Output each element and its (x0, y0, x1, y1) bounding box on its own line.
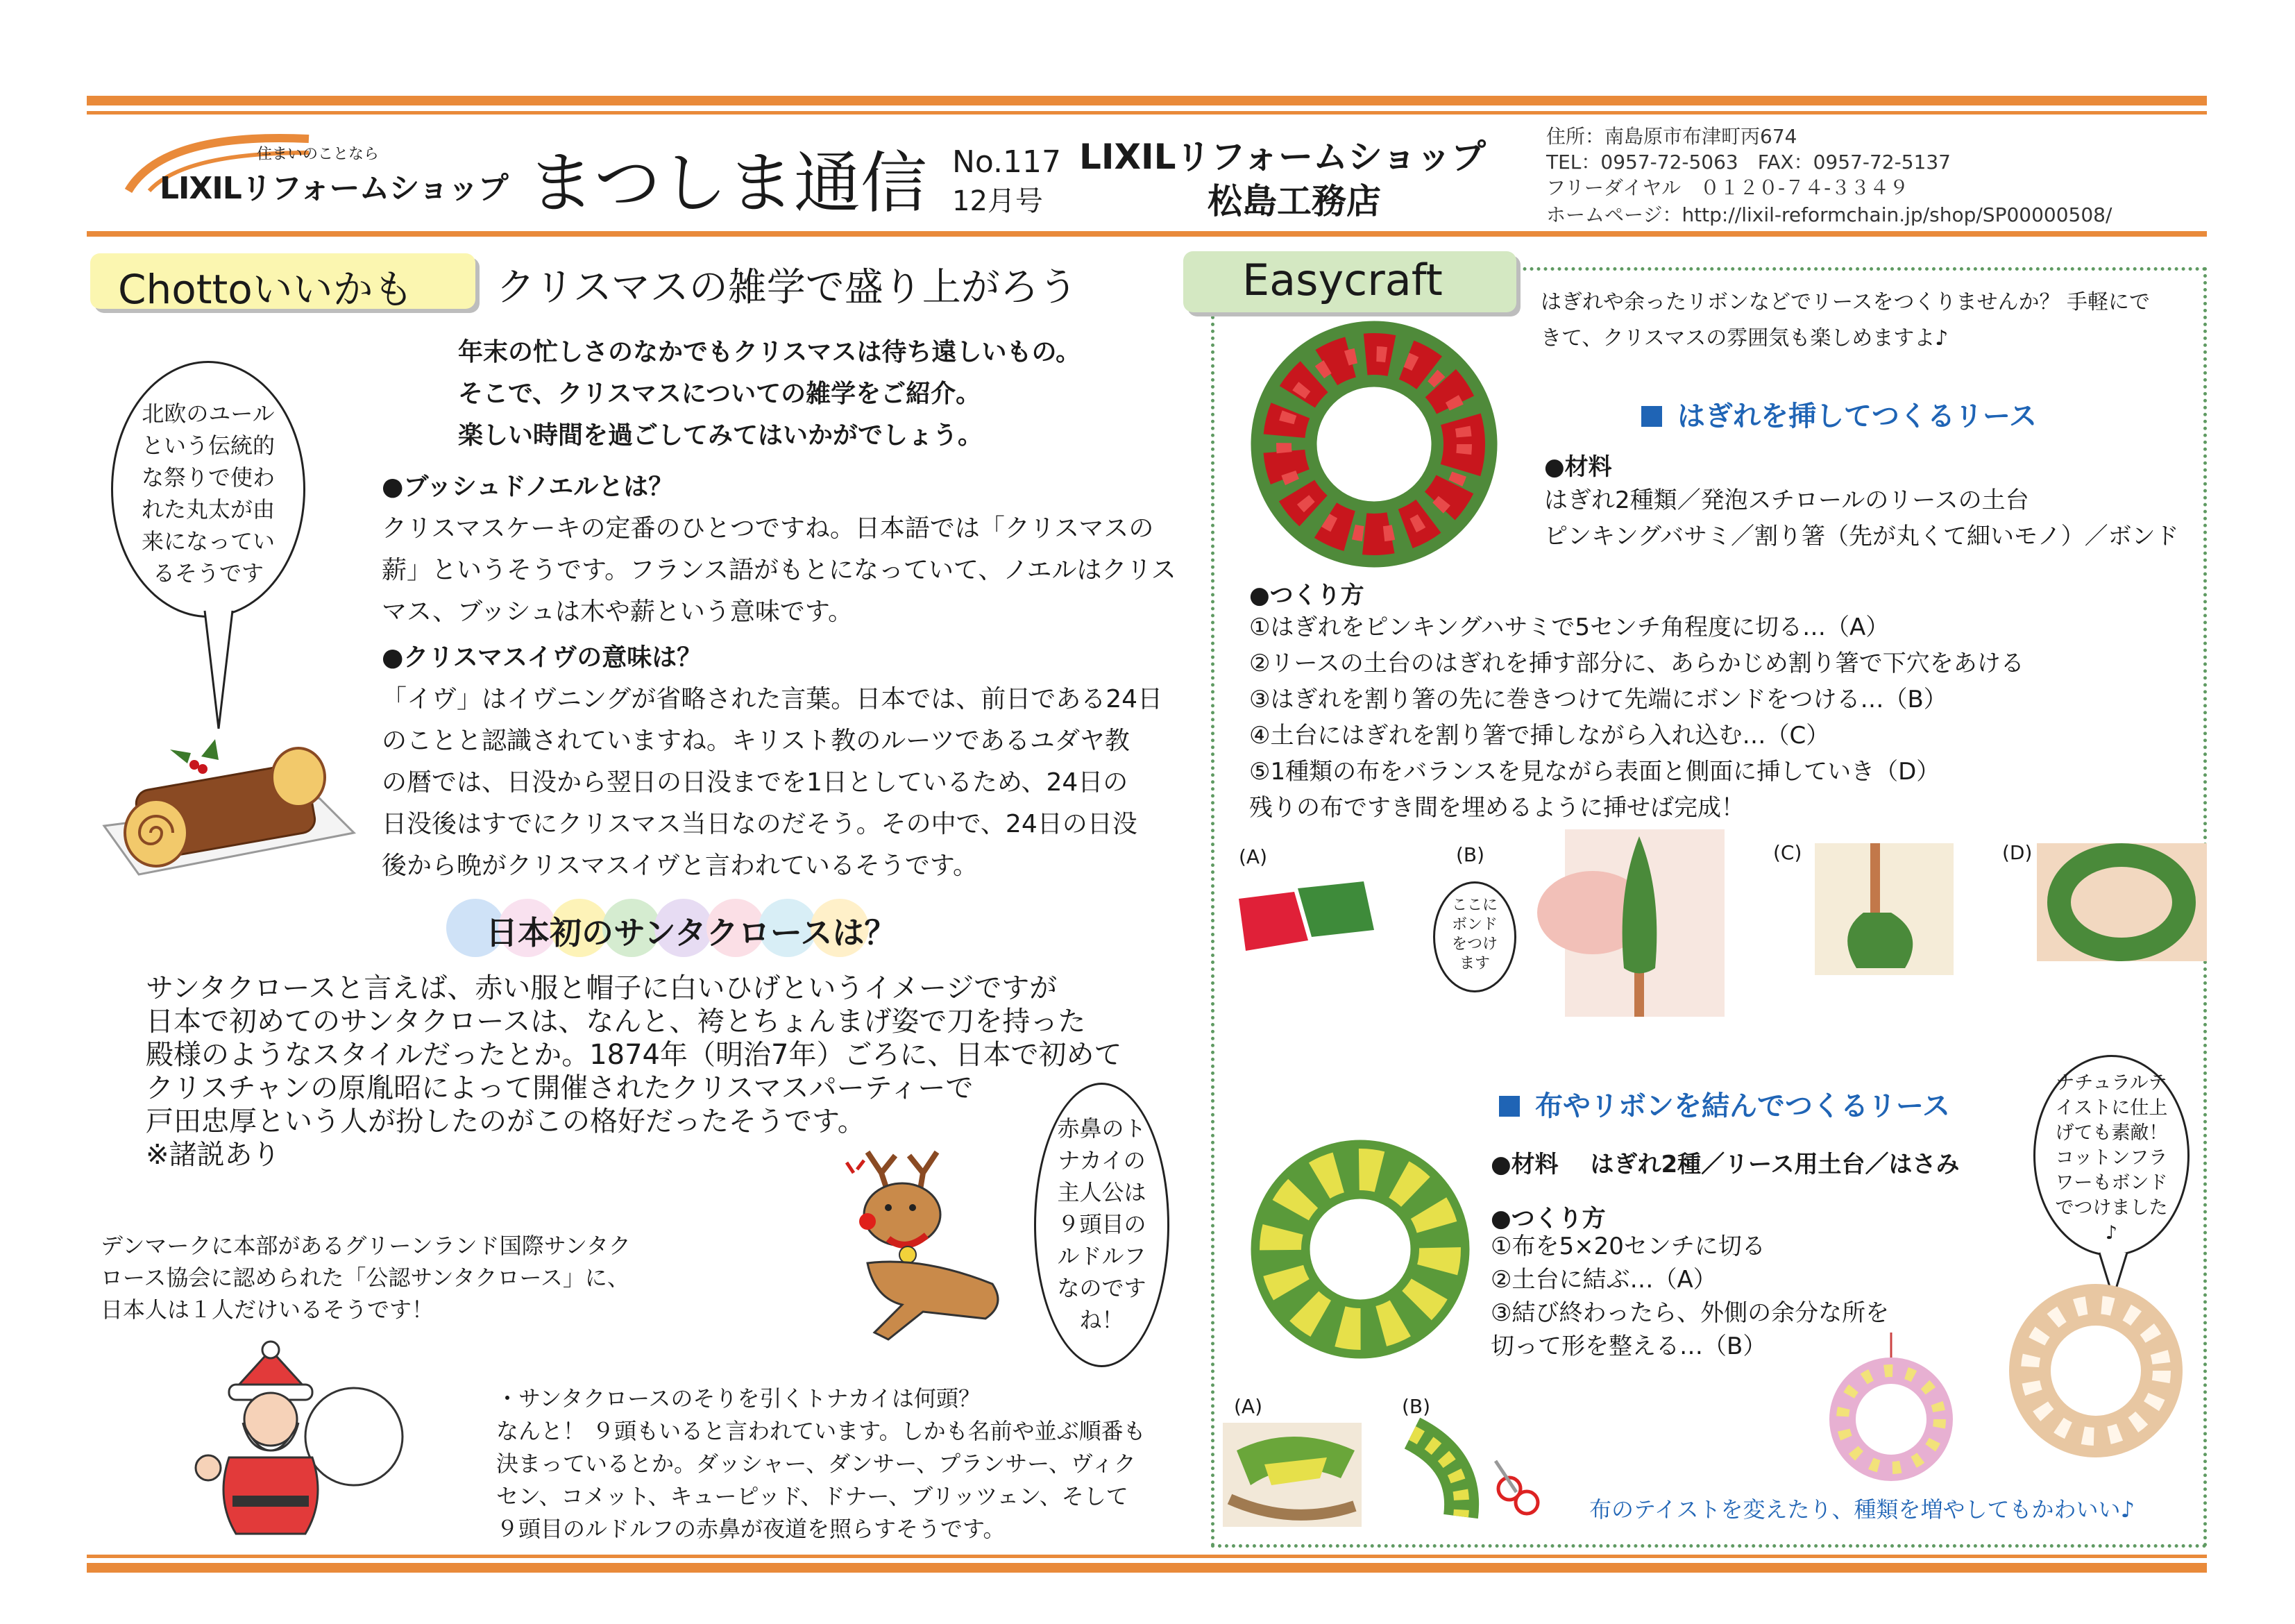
left-section-tab-label: Chottoいいかも (118, 266, 414, 313)
reindeer-line-4: セン、コメット、キューピッド、ドナー、ブリッツェン、そして (496, 1483, 1128, 1509)
bottom-rule-thick (87, 1563, 2207, 1573)
yule-speech-bubble (111, 361, 305, 618)
natural-bubble-line: ♪ (2105, 1222, 2118, 1244)
trimming-wreath-photo (1391, 1419, 1544, 1523)
santa-line-4: クリスチャンの原胤昭によって開催されたクリスマスパーティーで (146, 1072, 974, 1104)
yule-bubble-line: るそうです (152, 560, 264, 586)
shop-homepage[interactable]: ホームページ：http://lixil-reformchain.jp/shop/SP00000508/ (1546, 203, 2112, 226)
rudolph-bubble-line: 赤鼻のト (1057, 1115, 1146, 1142)
yule-bubble-tail (201, 611, 243, 736)
red-green-wreath-illustration (1249, 319, 1499, 569)
yule-bubble-line: 来になってい (141, 528, 275, 555)
shop-tel-fax: TEL：0957-72-5063 FAX：0957-72-5137 (1546, 151, 1951, 174)
top-rule-thin (87, 111, 2207, 115)
q2-line-1: 「イヴ」はイヴニングが省略された言葉。日本では、前日である24日 (382, 685, 1163, 713)
left-section-title: クリスマスの雑学で盛り上がろう (496, 265, 1078, 310)
q2-line-5: 後から晩がクリスマスイヴと言われているそうです。 (382, 852, 978, 880)
q1-line-3: マス、ブッシュは木や薪という意味です。 (382, 598, 853, 626)
craft2-step-3: ③結び終わったら、外側の余分な所を (1491, 1299, 1890, 1327)
santa-body (146, 972, 1121, 1172)
blue-square-bullet (1499, 1096, 1520, 1117)
reindeer-line-2: なんと！ ９頭もいると言われています。しかも名前や並ぶ順番も (496, 1418, 1146, 1444)
santa-heading: 日本初のサンタクロースは？ (486, 914, 897, 951)
chopstick-fabric-photo (1565, 829, 1725, 1017)
photo-label-a2: (A) (1234, 1395, 1263, 1418)
shop-free-dial: フリーダイヤル ０１２０-７４-３３４９ (1546, 176, 1909, 199)
natural-bubble-line: ナチュラルテ (2056, 1072, 2167, 1094)
bond-bubble-line: ます (1459, 955, 1490, 972)
natural-bubble-line: イストに仕上 (2055, 1097, 2168, 1119)
tying-fabric-photo (1223, 1423, 1362, 1527)
denmark-line-2: ロース協会に認められた「公認サンタクロース」に、 (101, 1264, 629, 1291)
reindeer-note (496, 1382, 1146, 1546)
photo-label-b2: (B) (1402, 1395, 1431, 1418)
denmark-line-1: デンマークに本部があるグリーンランド国際サンタク (101, 1233, 631, 1259)
reindeer-line-5: ９頭目のルドルフの赤鼻が夜道を照らすそうです。 (496, 1516, 1006, 1542)
yellow-green-wreath-illustration (1246, 1135, 1475, 1364)
logo-text: LIXILリフォームショップ (160, 171, 508, 206)
craft1-step-5: ⑤1種類の布をバランスを見ながら表面と側面に挿していき（D） (1249, 758, 1940, 786)
pink-wreath-illustration (1818, 1333, 1964, 1492)
rudolph-speech-bubble (1034, 1083, 1169, 1367)
craft1-step-6: 残りの布ですき間を埋めるように挿せば完成！ (1249, 794, 1745, 822)
santa-illustration (187, 1346, 409, 1541)
rudolph-bubble-line: なのです (1057, 1275, 1146, 1301)
logo-tagline: 住まいのことなら (257, 146, 380, 163)
natural-bubble-line: げても素敵！ (2055, 1122, 2168, 1144)
craft-intro-line-2: きて、クリスマスの雰囲気も楽しめますよ♪ (1541, 326, 1949, 350)
craft1-material-line-1: はぎれ2種類／発泡スチロールのリースの土台 (1544, 487, 2029, 514)
shop-brand: LIXILリフォームショップ (1079, 137, 1486, 177)
newsletter-title: まつしま通信 (527, 144, 927, 222)
craft2-title-text: 布やリボンを結んでつくるリース (1535, 1090, 1950, 1122)
natural-bubble-line: コットンフラ (2055, 1147, 2168, 1169)
q2-line-4: 日没後はすでにクリスマス当日なのだそう。その中で、24日の日没 (382, 810, 1137, 838)
reindeer-line-3: 決まっているとか。ダッシャー、ダンサー、プランサー、ヴィク (496, 1450, 1136, 1477)
rudolph-bubble-line: ナカイの (1058, 1147, 1146, 1174)
craft2-materials: ●材料 はぎれ2種／リース用土台／はさみ (1491, 1151, 1960, 1178)
q2-line-3: の暦では、日没から翌日の日没までを1日としているため、24日の (382, 768, 1128, 797)
craft1-materials-label: ●材料 (1544, 453, 1612, 481)
left-intro-line-3: 楽しい時間を過ごしてみてはいかがでしょう。 (458, 421, 983, 450)
natural-bubble-line: でつけました (2055, 1197, 2168, 1219)
craft2-step-2: ②土台に結ぶ…（A） (1491, 1266, 1717, 1294)
craft2-step-4: 切って形を整える…（B） (1491, 1333, 1767, 1360)
rudolph-bubble-line: ９頭目の (1057, 1211, 1146, 1237)
right-section-tab-label: Easycraft (1242, 255, 1443, 305)
fabric-squares-photo (1232, 871, 1384, 968)
craft1-materials (1544, 482, 2179, 555)
yule-bubble-line: という伝統的 (141, 432, 275, 459)
natural-bubble-line: ワーもボンド (2055, 1172, 2168, 1194)
craft2-steps-label: ●つくり方 (1491, 1205, 1606, 1233)
q2-line-2: のことと認識されていますね。キリスト教のルーツであるユダヤ教 (382, 727, 1130, 755)
buche-de-noel-illustration (97, 736, 361, 888)
bond-bubble-line: ボンド (1451, 916, 1498, 933)
photo-label-a1: (A) (1239, 845, 1268, 868)
craft1-step-1: ①はぎれをピンキングハサミで5センチ角程度に切る…（A） (1249, 614, 1890, 641)
green-wreath-progress-photo (2037, 843, 2207, 961)
issue-month: 12月号 (952, 185, 1043, 217)
left-intro (458, 332, 1081, 457)
rudolph-bubble-line: 主人公は (1057, 1179, 1146, 1206)
craft1-steps (1249, 609, 2024, 826)
craft1-title (1641, 394, 2037, 434)
craft-footer-note: 布のテイストを変えたり、種類を増やしてもかわいい♪ (1589, 1496, 2135, 1523)
photo-label-c1: (C) (1773, 841, 1802, 864)
santa-line-2: 日本で初めてのサンタクロースは、なんと、袴とちょんまげ姿で刀を持った (146, 1006, 1086, 1038)
q2-title: ●クリスマスイヴの意味は？ (382, 643, 702, 672)
q2-body (382, 679, 1162, 887)
craft1-material-line-2: ピンキングバサミ／割り箸（先が丸くて細いモノ）／ボンド (1544, 523, 2179, 550)
craft1-step-3: ③はぎれを割り箸の先に巻きつけて先端にボンドをつける…（B） (1249, 686, 1947, 713)
left-intro-line-2: そこで、クリスマスについての雑学をご紹介。 (458, 380, 981, 408)
q1-body (382, 508, 1176, 633)
rudolph-bubble-line: ね！ (1079, 1307, 1124, 1333)
header-bottom-rule (87, 231, 2207, 237)
q1-title: ●ブッシュドノエルとは？ (382, 473, 674, 501)
craft-intro-line-1: はぎれや余ったリボンなどでリースをつくりませんか？ 手軽にで (1541, 290, 2151, 314)
natural-speech-bubble (2033, 1055, 2190, 1256)
photo-label-d1: (D) (2002, 841, 2033, 864)
bond-bubble-line: をつけ (1451, 936, 1498, 953)
left-intro-line-1: 年末の忙しさのなかでもクリスマスは待ち遠しいもの。 (458, 338, 1081, 366)
reindeer-illustration (784, 1152, 1034, 1360)
reindeer-line-1: ・サンタクロースのそりを引くトナカイは何頭？ (496, 1385, 981, 1412)
craft1-title-text: はぎれを挿してつくるリース (1677, 400, 2037, 432)
craft2-title (1499, 1084, 1950, 1124)
rudolph-bubble-line: ルドルフ (1057, 1243, 1146, 1269)
denmark-note (101, 1230, 631, 1326)
craft1-step-4: ④土台にはぎれを割り箸で挿しながら入れ込む…（C） (1249, 722, 1830, 750)
craft1-steps-label: ●つくり方 (1249, 582, 1364, 609)
bond-speech-bubble (1433, 881, 1516, 992)
cotton-wreath-illustration (1999, 1277, 2193, 1464)
yule-bubble-line: 北欧のユール (142, 400, 275, 427)
yule-bubble-line: な祭りで使わ (141, 464, 275, 491)
blue-square-bullet (1641, 406, 1662, 427)
top-rule-thick (87, 96, 2207, 105)
craft1-step-2: ②リースの土台のはぎれを挿す部分に、あらかじめ割り箸で下穴をあける (1249, 650, 2024, 677)
santa-line-1: サンタクロースと言えば、赤い服と帽子に白いひげというイメージですが (146, 972, 1058, 1004)
shop-name: 松島工務店 (1208, 181, 1381, 221)
shop-address: 住所：南島原市布津町丙674 (1546, 125, 1797, 148)
photo-label-b1: (B) (1456, 843, 1485, 866)
q1-line-1: クリスマスケーキの定番のひとつですね。日本語では「クリスマスの (382, 514, 1154, 543)
bond-bubble-line: ここに (1451, 897, 1498, 914)
santa-line-5: 戸田忠厚という人が扮したのがこの格好だったそうです。 (146, 1106, 865, 1137)
craft2-step-1: ①布を5×20センチに切る (1491, 1233, 1765, 1260)
santa-line-3: 殿様のようなスタイルだったとか。1874年（明治7年）ごろに、日本で初めて (146, 1039, 1122, 1071)
bottom-rule-thin (87, 1555, 2207, 1558)
q1-line-2: 薪」というそうです。フランス語がもとになっていて、ノエルはクリス (382, 556, 1176, 584)
santa-line-6: ※諸説あり (146, 1139, 280, 1171)
denmark-line-3: 日本人は１人だけいるそうです！ (101, 1296, 434, 1323)
insert-fabric-photo (1815, 843, 1954, 975)
issue-number: No.117 (952, 144, 1062, 180)
craft-intro (1541, 285, 2150, 357)
yule-bubble-line: れた丸太が由 (141, 496, 275, 523)
